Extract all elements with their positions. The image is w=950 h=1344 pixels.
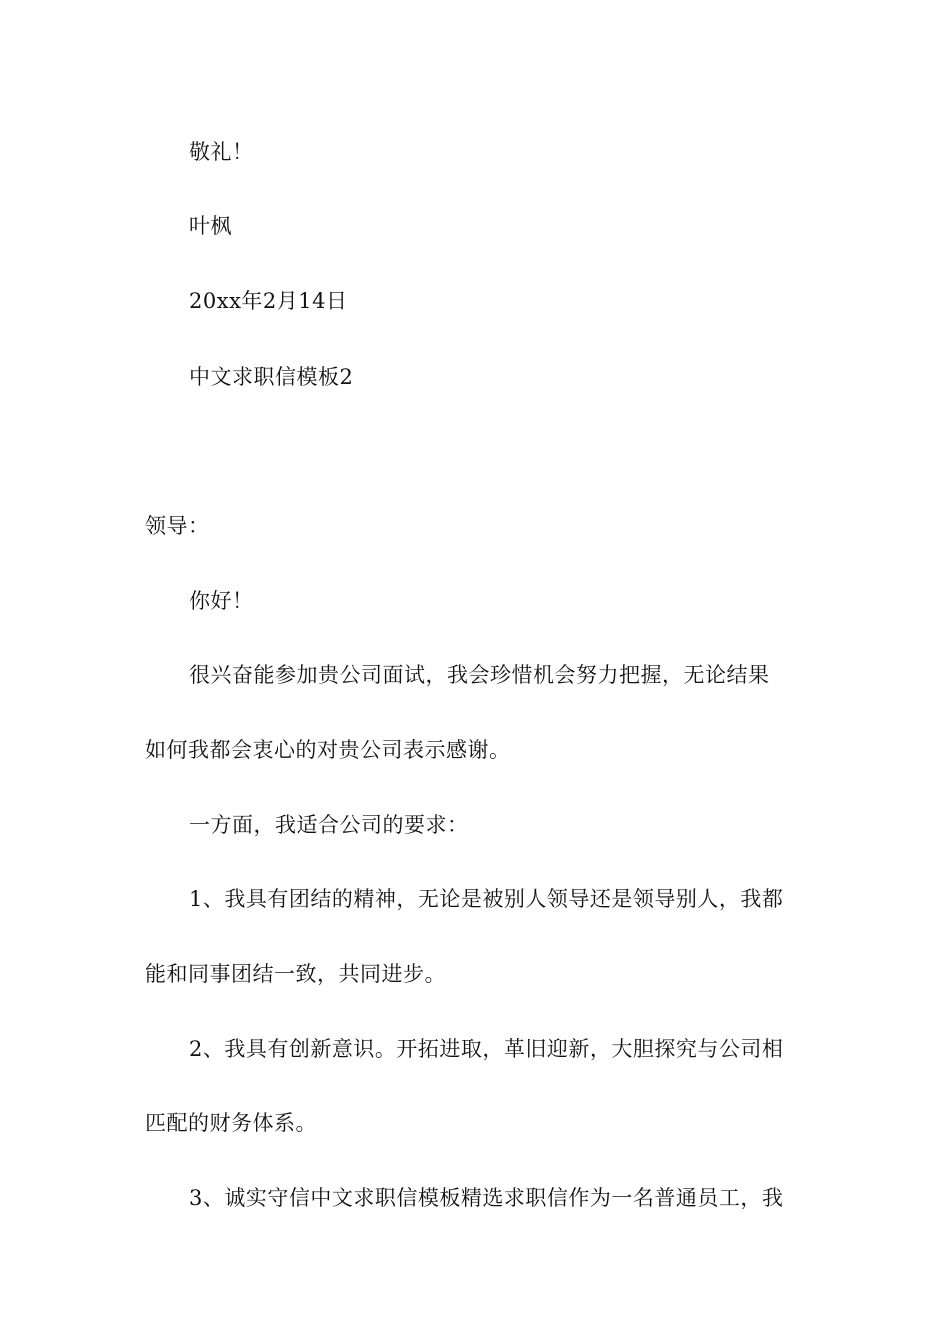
paragraph-1-line-2: 如何我都会衷心的对贵公司表示感谢。 — [145, 738, 511, 762]
paragraph-4-line-2: 匹配的财务体系。 — [145, 1111, 317, 1135]
section-heading: 中文求职信模板2 — [189, 365, 354, 389]
paragraph-5-line-1: 3、诚实守信中文求职信模板精选求职信作为一名普通员工，我 — [189, 1186, 784, 1210]
signature-line: 叶枫 — [189, 214, 232, 238]
paragraph-2-line-1: 一方面，我适合公司的要求： — [189, 813, 469, 837]
date-line: 20xx年2月14日 — [189, 289, 348, 313]
closing-line: 敬礼！ — [189, 140, 254, 164]
paragraph-1-line-1: 很兴奋能参加贵公司面试，我会珍惜机会努力把握，无论结果 — [189, 663, 770, 687]
paragraph-4-line-1: 2、我具有创新意识。开拓进取，革旧迎新，大胆探究与公司相 — [189, 1037, 784, 1061]
paragraph-3-line-1: 1、我具有团结的精神，无论是被别人领导还是领导别人，我都 — [189, 887, 784, 911]
greeting-line: 你好！ — [189, 589, 254, 613]
paragraph-3-line-2: 能和同事团结一致，共同进步。 — [145, 962, 446, 986]
salutation-line: 领导： — [145, 514, 210, 538]
